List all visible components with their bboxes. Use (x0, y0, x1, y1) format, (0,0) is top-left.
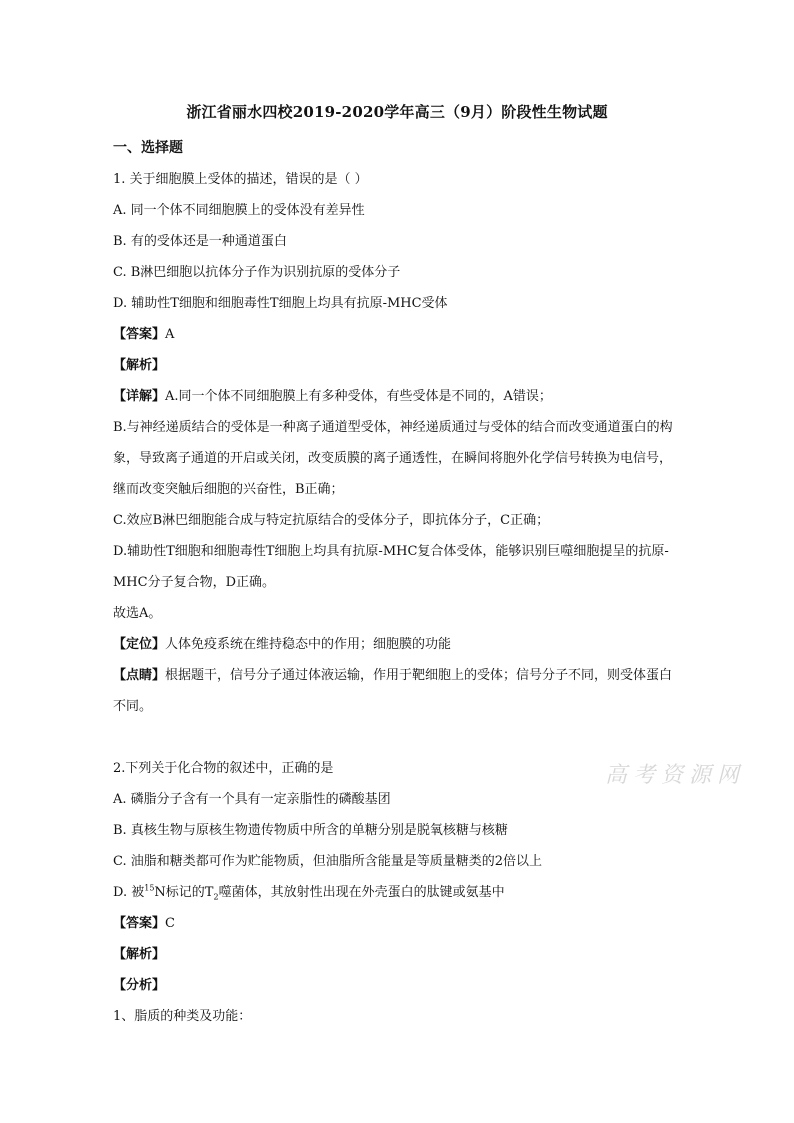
question-2-option-b: B. 真核生物与原核生物遗传物质中所含的单糖分别是脱氧核糖与核糖 (113, 823, 508, 838)
question-1-stem: 1. 关于细胞膜上受体的描述，错误的是（ ） (113, 172, 368, 187)
option-d-mid: N标记的T (154, 885, 214, 900)
answer-tag: 【答案】 (113, 327, 166, 342)
question-2-item-1: 1、脂质的种类及功能： (113, 1009, 252, 1024)
question-1-detail-d: D.辅助性T细胞和细胞毒性T细胞上均具有抗原-MHC复合体受体，能够识别巨噬细胞提呈的抗原-MHC分子复合物，D正确。 (113, 544, 669, 590)
answer-tag: 【答案】 (113, 916, 166, 931)
spacer (113, 722, 683, 753)
question-1-conclusion: 故选A。 (113, 606, 162, 621)
detail-tag: 【详解】 (113, 389, 166, 404)
locate-tag: 【定位】 (113, 637, 166, 652)
question-2-fenxi-tag: 【分析】 (113, 978, 166, 993)
phage-subscript: 2 (213, 892, 219, 902)
answer-value: C (165, 916, 175, 931)
option-d-prefix: D. 被 (113, 885, 145, 900)
question-2-answer (113, 908, 683, 939)
page-title: 浙江省丽水四校2019-2020学年高三（9月）阶段性生物试题 (186, 103, 608, 121)
detail-a-text: A.同一个体不同细胞膜上有多种受体，有些受体是不同的，A错误； (165, 389, 552, 404)
question-2-stem: 2.下列关于化合物的叙述中，正确的是 (113, 761, 334, 776)
question-1-point (113, 660, 683, 722)
point-text: 根据题干，信号分子通过体液运输，作用于靶细胞上的受体；信号分子不同，则受体蛋白不同。 (113, 668, 673, 714)
point-tag: 【点睛】 (113, 668, 166, 683)
watermark: 高考资源网 (605, 763, 746, 788)
option-d-rest: 噬菌体，其放射性出现在外壳蛋白的肽键或氨基中 (218, 885, 505, 900)
question-2-option-d (113, 877, 683, 908)
question-1-option-d: D. 辅助性T细胞和细胞毒性T细胞上均具有抗原-MHC受体 (113, 296, 448, 311)
question-2-analysis-tag: 【解析】 (113, 947, 166, 962)
locate-text: 人体免疫系统在维持稳态中的作用；细胞膜的功能 (165, 637, 452, 652)
section-heading: 一、选择题 (113, 140, 183, 156)
question-1-answer (113, 319, 683, 350)
question-2-option-a: A. 磷脂分子含有一个具有一定亲脂性的磷酸基团 (113, 792, 391, 807)
question-1-option-a: A. 同一个体不同细胞膜上的受体没有差异性 (113, 203, 365, 218)
question-1-analysis-tag: 【解析】 (113, 358, 166, 373)
question-1-detail-b: B.与神经递质结合的受体是一种离子通道型受体，神经递质通过与受体的结合而改变通道蛋白的构象，导致离子通道的开启或关闭，改变质膜的离子通透性，在瞬间将胞外化学信号转换为电信号，继而改变突触后细胞的兴奋性，B正确； (113, 420, 673, 497)
question-1-option-c: C. B淋巴细胞以抗体分子作为识别抗原的受体分子 (113, 265, 401, 280)
question-1-detail-c: C.效应B淋巴细胞能合成与特定抗原结合的受体分子，即抗体分子，C正确； (113, 513, 550, 528)
question-1-locate (113, 629, 683, 660)
isotope-superscript: 15 (144, 883, 155, 893)
question-2-option-c: C. 油脂和糖类都可作为贮能物质，但油脂所含能量是等质量糖类的2倍以上 (113, 854, 543, 869)
question-1-detail-a (113, 381, 683, 412)
answer-value: A (165, 327, 175, 342)
document-body (113, 133, 683, 1032)
question-1-option-b: B. 有的受体还是一种通道蛋白 (113, 234, 287, 249)
